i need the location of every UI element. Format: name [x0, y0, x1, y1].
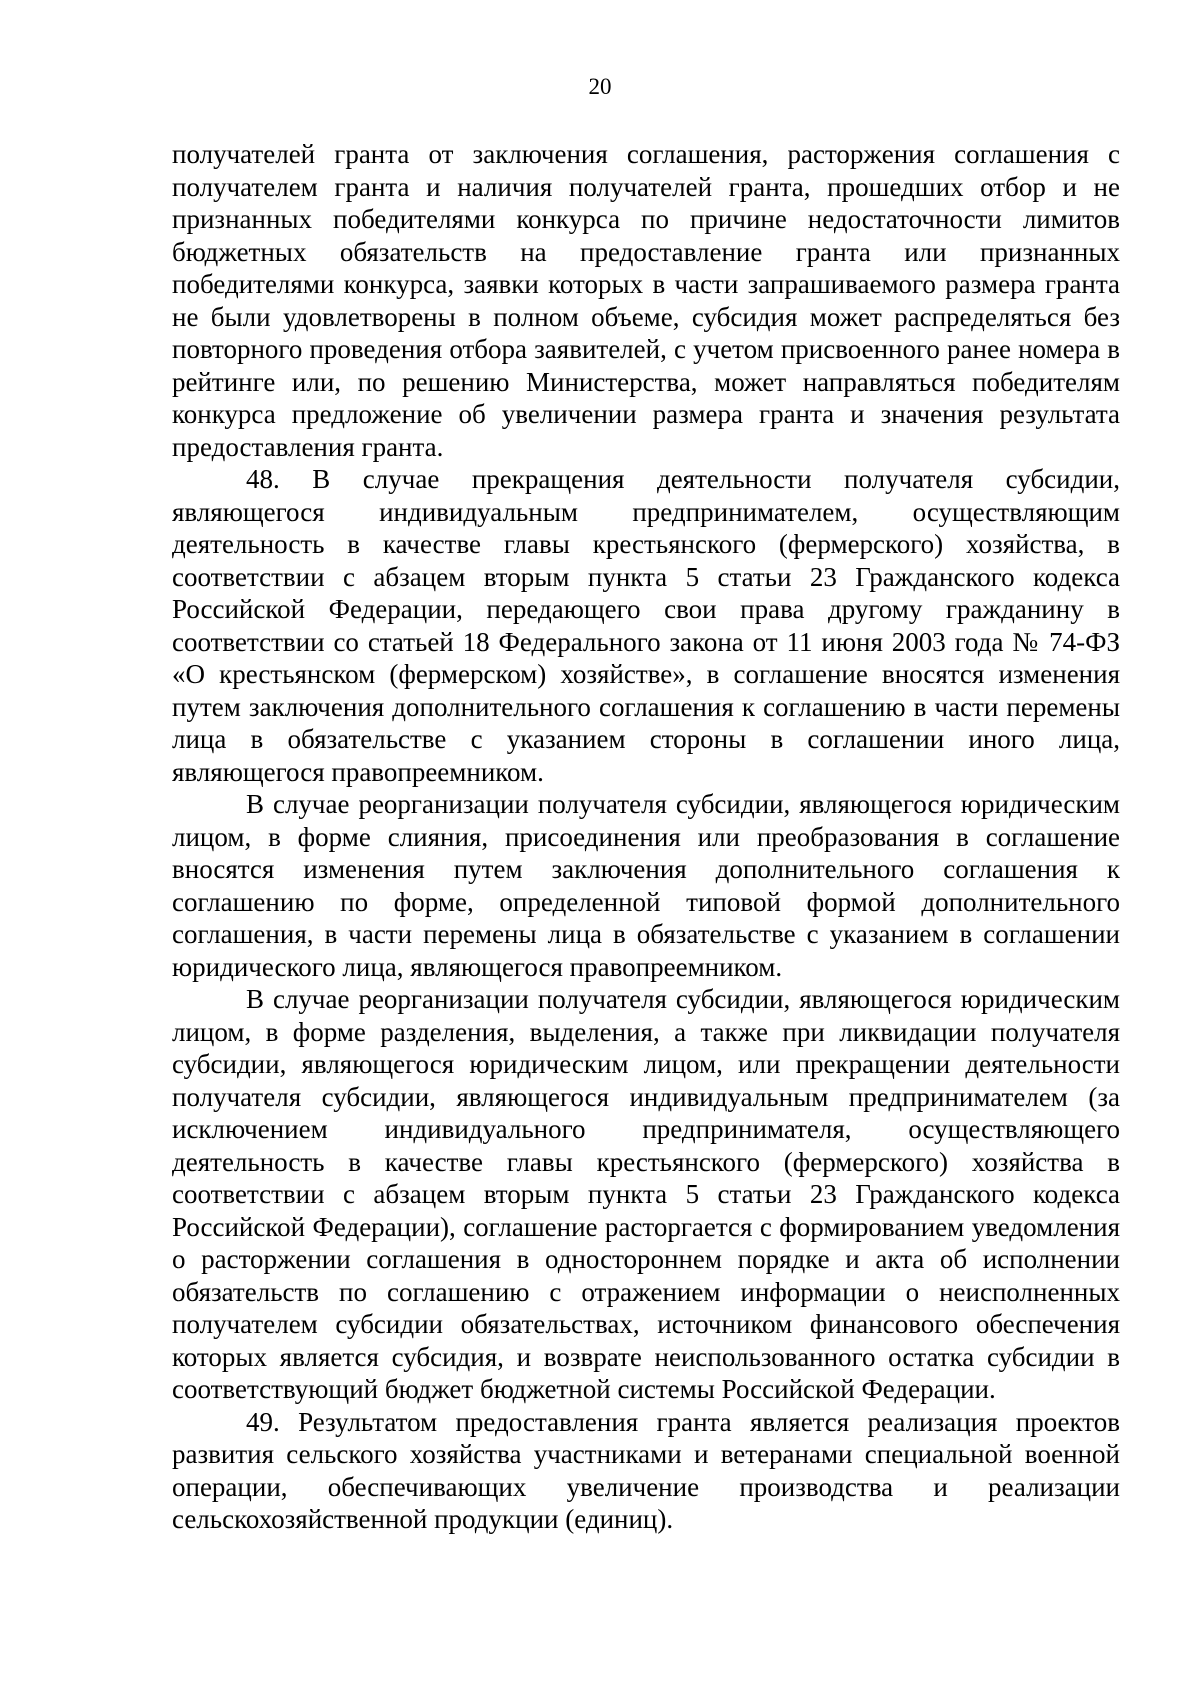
page-number: 20	[588, 74, 612, 99]
paragraph-continuation: получателей гранта от заключения соглашения, расторжения соглашения с получателем гранта и наличия получателей гранта, прошедших отбор и не признанных победителями конкурса по причине недостаточности лимитов бюджетных обязательств на предоставление гранта или признанных победителями конкурса, заявки которых в части запрашиваемого размера гранта не были удовлетворены в полном объеме, субсидия может распределяться без повторного проведения отбора заявителей, с учетом присвоенного ранее номера в рейтинге или, по решению Министерства, может направляться победителям конкурса предложение об увеличении размера гранта и значения результата предоставления гранта.	[172, 139, 1120, 462]
paragraph-reorganization-division: В случае реорганизации получателя субсидии, являющегося юридическим лицом, в форме разделения, выделения, а также при ликвидации получателя субсидии, являющегося юридическим лицом, или прекращении деятельности получателя субсидии, являющегося индивидуальным предпринимателем (за исключением индивидуального предпринимателя, осуществляющего деятельность в качестве главы крестьянского (фермерского) хозяйства в соответствии с абзацем вторым пункта 5 статьи 23 Гражданского кодекса Российской Федерации), соглашение расторгается с формированием уведомления о расторжении соглашения в одностороннем порядке и акта об исполнении обязательств по соглашению с отражением информации о неисполненных получателем субсидии обязательствах, источником финансового обеспечения которых является субсидия, и возврате неиспользованного остатка субсидии в соответствующий бюджет бюджетной системы Российской Федерации.	[172, 984, 1120, 1404]
paragraph-48: 48. В случае прекращения деятельности получателя субсидии, являющегося индивидуальным предпринимателем, осуществляющим деятельность в качестве главы крестьянского (фермерского) хозяйства, в соответствии с абзацем вторым пункта 5 статьи 23 Гражданского кодекса Российской Федерации, передающего свои права другому гражданину в соответствии со статьей 18 Федерального закона от 11 июня 2003 года № 74-ФЗ «О крестьянском (фермерском) хозяйстве», в соглашение вносятся изменения путем заключения дополнительного соглашения к соглашению в части перемены лица в обязательстве с указанием стороны в соглашении иного лица, являющегося правопреемником.	[172, 464, 1120, 787]
paragraph-49: 49. Результатом предоставления гранта является реализация проектов развития сельского хозяйства участниками и ветеранами специальной военной операции, обеспечивающих увеличение производства и реализации сельскохозяйственной продукции (единиц).	[172, 1406, 1120, 1534]
document-body	[172, 138, 1120, 1536]
paragraph-reorganization-merger: В случае реорганизации получателя субсидии, являющегося юридическим лицом, в форме слияния, присоединения или преобразования в соглашение вносятся изменения путем заключения дополнительного соглашения к соглашению по форме, определенной типовой формой дополнительного соглашения, в части перемены лица в обязательстве с указанием в соглашении юридического лица, являющегося правопреемником.	[172, 789, 1120, 982]
